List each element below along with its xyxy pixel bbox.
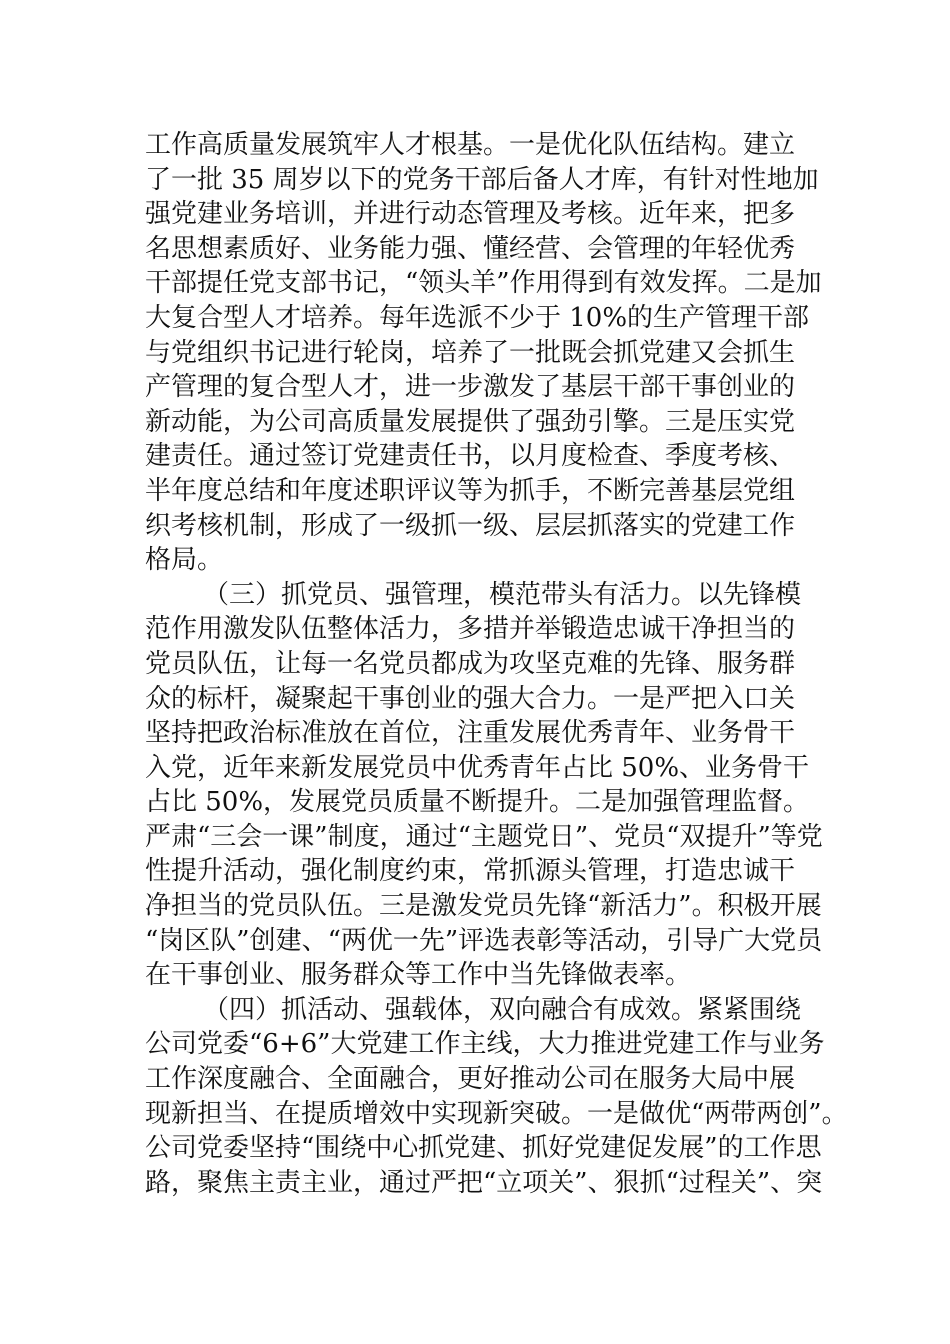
text-line: 严肃“三会一课”制度，通过“主题党日”、党员“双提升”等党 (145, 821, 823, 852)
text-line: 强党建业务培训，并进行动态管理及考核。近年来，把多 (145, 199, 796, 230)
text-line: 路，聚焦主责主业，通过严把“立项关”、狠抓“过程关”、突 (145, 1167, 823, 1198)
text-line: 现新担当、在提质增效中实现新突破。一是做优“两带两创”。 (145, 1098, 848, 1129)
text-line: 了一批 35 周岁以下的党务干部后备人才库，有针对性地加 (145, 164, 819, 195)
text-line: “岗区队”创建、“两优一先”评选表彰等活动，引导广大党员 (145, 925, 823, 956)
text-line: 性提升活动，强化制度约束，常抓源头管理，打造忠诚干 (145, 856, 796, 887)
text-line: 工作高质量发展筑牢人才根基。一是优化队伍结构。建立 (145, 130, 796, 160)
text-line: 党员队伍，让每一名党员都成为攻坚克难的先锋、服务群 (145, 648, 796, 679)
text-line: 公司党委“6+6”大党建工作主线，大力推进党建工作与业务 (145, 1029, 825, 1060)
text-line: 占比 50%，发展党员质量不断提升。二是加强管理监督。 (145, 787, 810, 818)
text-line: 大复合型人才培养。每年选派不少于 10%的生产管理干部 (145, 302, 810, 333)
text-line: 格局。 (145, 545, 224, 576)
text-line: 新动能，为公司高质量发展提供了强劲引擎。三是压实党 (145, 406, 796, 437)
text-line: 半年度总结和年度述职评议等为抓手，不断完善基层党组 (145, 475, 796, 506)
text-line: 众的标杆，凝聚起干事创业的强大合力。一是严把入口关 (145, 683, 796, 714)
section-heading-line: （三）抓党员、强管理，模范带头有活力。以先锋模 (203, 579, 802, 610)
text-line: 范作用激发队伍整体活力，多措并举锻造忠诚干净担当的 (145, 614, 796, 645)
text-line: 产管理的复合型人才，进一步激发了基层干部干事创业的 (145, 372, 796, 403)
text-line: 净担当的党员队伍。三是激发党员先锋“新活力”。积极开展 (145, 891, 822, 922)
text-line: 工作深度融合、全面融合，更好推动公司在服务大局中展 (145, 1064, 796, 1095)
text-line: 公司党委坚持“围绕中心抓党建、抓好党建促发展”的工作思 (145, 1133, 822, 1164)
section-heading-line: （四）抓活动、强载体，双向融合有成效。紧紧围绕 (203, 994, 802, 1025)
text-line: 与党组织书记进行轮岗，培养了一批既会抓党建又会抓生 (145, 337, 796, 368)
text-line: 建责任。通过签订党建责任书，以月度检查、季度考核、 (145, 441, 796, 472)
text-line: 名思想素质好、业务能力强、懂经营、会管理的年轻优秀 (145, 233, 796, 264)
text-line: 在干事创业、服务群众等工作中当先锋做表率。 (145, 960, 692, 991)
text-line: 织考核机制，形成了一级抓一级、层层抓落实的党建工作 (145, 510, 796, 541)
body-text (145, 128, 848, 1200)
text-line: 干部提任党支部书记，“领头羊”作用得到有效发挥。二是加 (145, 268, 822, 299)
text-line: 坚持把政治标准放在首位，注重发展优秀青年、业务骨干 (145, 718, 796, 749)
text-line: 入党，近年来新发展党员中优秀青年占比 50%、业务骨干 (145, 752, 810, 783)
